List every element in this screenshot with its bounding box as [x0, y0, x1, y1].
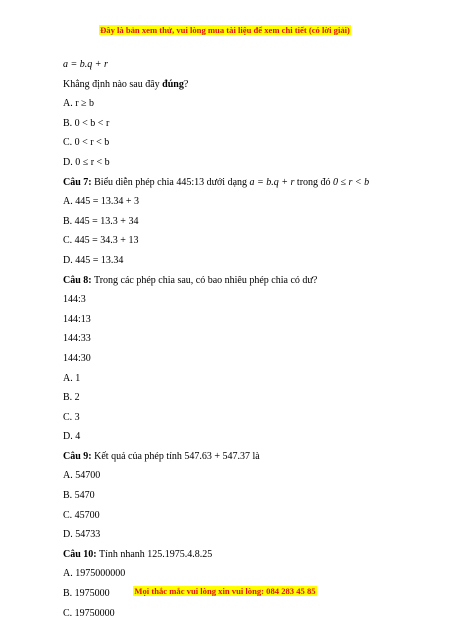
q8-item-1: 144:3 — [63, 294, 86, 306]
question-10-stem: Câu 10: Tính nhanh 125.1975.4.8.25 — [63, 548, 213, 560]
q7-option-c: C. 445 = 34.3 + 13 — [63, 235, 139, 247]
question-8-stem: Câu 8: Trong các phép chia sau, có bao nhiêu phép chia có dư? — [63, 274, 318, 286]
q8-item-2: 144:13 — [63, 313, 91, 325]
q9-option-d: D. 54733 — [63, 529, 101, 541]
q8-option-d: D. 4 — [63, 431, 81, 443]
q9-option-c: C. 45700 — [63, 509, 100, 521]
q7-option-a: A. 445 = 13.34 + 3 — [63, 196, 140, 208]
question-6-stem: Khẳng định nào sau đây đúng? — [63, 78, 189, 90]
footer-banner — [0, 586, 450, 596]
q6-option-a: A. r ≥ b — [63, 98, 95, 110]
q6-option-d: D. 0 ≤ r < b — [63, 156, 110, 168]
q6-option-c: C. 0 < r < b — [63, 137, 110, 149]
q9-option-b: B. 5470 — [63, 490, 95, 502]
q8-option-a: A. 1 — [63, 372, 81, 384]
q7-option-d: D. 445 = 13.34 — [63, 254, 124, 266]
formula-line: a = b.q + r — [63, 59, 108, 70]
q10-option-b: B. 1975000 — [63, 588, 110, 600]
question-9-stem: Câu 9: Kết quả của phép tính 547.63 + 547.37 là — [63, 450, 260, 462]
question-7-stem: Câu 7: Biểu diễn phép chia 445:13 dưới dạng a = b.q + r trong đó 0 ≤ r < b — [63, 176, 370, 188]
q8-option-b: B. 2 — [63, 392, 80, 404]
q6-option-b: B. 0 < b < r — [63, 117, 110, 129]
q8-option-c: C. 3 — [63, 411, 80, 423]
q9-option-a: A. 54700 — [63, 470, 101, 482]
q8-item-4: 144:30 — [63, 352, 91, 364]
header-banner — [0, 25, 450, 35]
document-body — [63, 55, 403, 623]
q10-option-a: A. 1975000000 — [63, 568, 126, 580]
header-banner-text: Đây là bản xem thử, vui lòng mua tài liệu để xem chi tiết (có lời giải) — [100, 25, 350, 35]
q10-option-c: C. 19750000 — [63, 607, 115, 619]
q7-option-b: B. 445 = 13.3 + 34 — [63, 215, 139, 227]
footer-banner-text: Mọi thắc mắc vui lòng xin vui lòng: 084 283 45 85 — [134, 586, 316, 596]
q8-item-3: 144:33 — [63, 333, 91, 345]
